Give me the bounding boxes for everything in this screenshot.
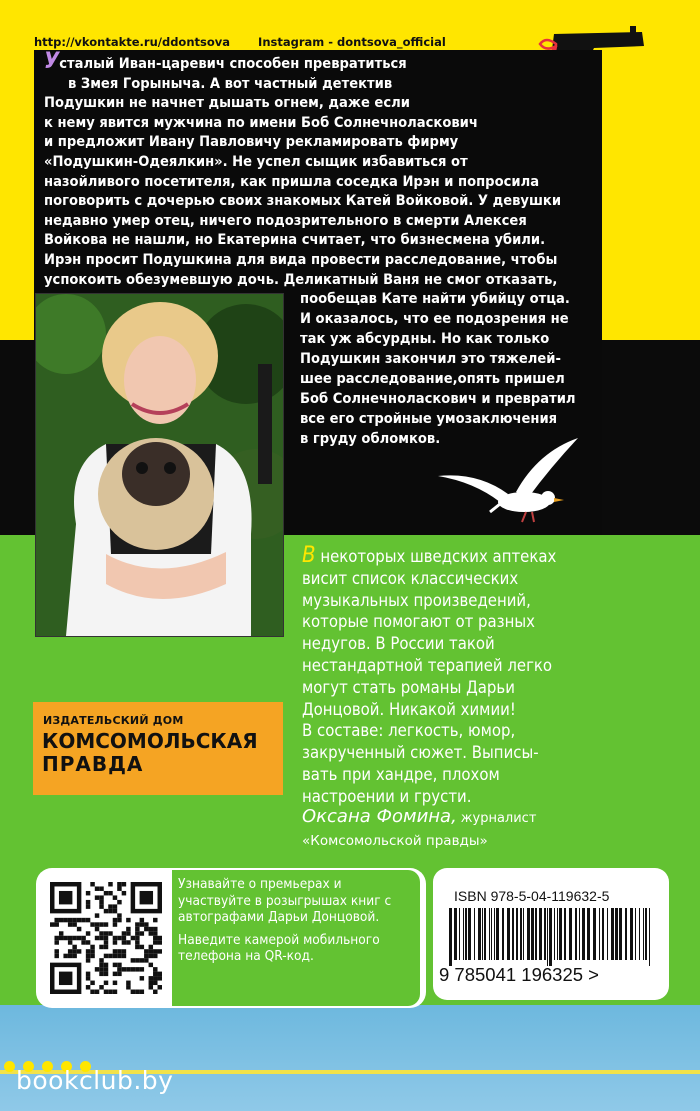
publisher-name-line1: КОМСОМОЛЬСКАЯ [42, 729, 258, 753]
summary-line: шее расследование,опять пришел [300, 370, 565, 388]
seagull-icon [438, 432, 588, 527]
summary-dropcap: У [44, 49, 60, 74]
isbn-digits: 9 785041 196325 > [439, 964, 599, 985]
publisher-logo [33, 702, 283, 795]
author-outlet: «Комсомольской правды» [302, 833, 488, 849]
quote-line: Донцовой. Никакой химии! [302, 699, 516, 719]
publisher-name [42, 730, 258, 776]
summary-line: к нему явится мужчина по имени Боб Солнечноласкович [44, 113, 478, 131]
quote-line: музыкальных произведений, [302, 590, 531, 610]
summary-line: недавно умер отец, ничего подозрительного в смерти Алексея [44, 211, 527, 229]
summary-line: так уж абсурдны. Но как только [300, 330, 550, 348]
quote-author [302, 806, 536, 827]
qr-text-1: Узнавайте о премьерах и участвуйте в розыгрышах книг с автографами Дарьи Донцовой. [178, 876, 392, 926]
summary-line: Войкова не нашли, но Екатерина считает, что бизнесмена убили. [44, 231, 546, 249]
qr-text-2: Наведите камерой мобильного телефона на QR-код. [178, 931, 380, 965]
quote-line: некоторых шведских аптеках [315, 547, 557, 566]
quote-line: В составе: легкость, юмор, [302, 721, 516, 741]
summary-line: Боб Солнечноласкович и превратил [300, 390, 576, 408]
vk-link[interactable]: http://vkontakte.ru/ddontsova [34, 35, 231, 49]
summary-line: И оказалось, что ее подозрения не [300, 310, 569, 328]
summary-line: поговорить с дочерью своих знакомых Катей Войковой. У девушки [44, 192, 562, 210]
instagram-link[interactable]: Instagram - dontsova_official [258, 35, 446, 49]
barcode [445, 908, 657, 966]
quote-line: вать при хандре, плохом [302, 764, 500, 784]
publisher-label: ИЗДАТЕЛЬСКИЙ ДОМ [43, 714, 184, 727]
isbn-box [433, 868, 669, 1000]
background-blue [0, 1005, 700, 1111]
review-quote [302, 545, 682, 808]
summary-line: все его стройные умозаключения [300, 410, 558, 428]
quote-line: могут стать романы Дарьи [302, 677, 515, 697]
summary-line: назойливого посетителя, как пришла соседка Ирэн и попросила [44, 172, 540, 190]
site-brand[interactable]: bookclub.by [16, 1066, 174, 1095]
summary-line: в Змея Горыныча. А вот частный детектив [68, 74, 393, 92]
quote-dropcap: В [302, 543, 316, 568]
quote-line: недугов. В России такой [302, 634, 495, 654]
summary-line: Подушкин не начнет дышать огнем, даже если [44, 94, 410, 112]
qr-text [178, 876, 418, 965]
summary-line: Ирэн просит Подушкина для вида провести расследование, чтобы [44, 250, 558, 268]
summary-line: пообещав Кате найти убийцу отца. [300, 290, 570, 308]
qr-code[interactable] [50, 882, 162, 994]
header-links [34, 35, 470, 49]
quote-line: закрученный сюжет. Выписы- [302, 743, 539, 763]
isbn-label: ISBN 978-5-04-119632-5 [454, 888, 610, 904]
author-photo [35, 293, 284, 637]
summary-line: и предложит Ивану Павловичу рекламировать фирму [44, 133, 459, 151]
quote-line: настроении и грусти. [302, 786, 472, 806]
author-name: Оксана Фомина, [302, 806, 457, 827]
summary-line: сталый Иван-царевич способен превратиться [59, 55, 407, 72]
author-role: журналист [460, 811, 537, 826]
quote-line: нестандартной терапией легко [302, 655, 553, 675]
publisher-name-line2: ПРАВДА [42, 752, 144, 776]
dot-icon [4, 1061, 15, 1072]
quote-line: которые помогают от разных [302, 612, 535, 632]
summary-line: «Подушкин-Одеялкин». Не успел сыщик избавиться от [44, 152, 468, 170]
summary-line: в груду обломков. [300, 430, 441, 448]
summary-line: успокоить обезумевшую дочь. Деликатный Ваня не смог отказать, [44, 270, 558, 288]
quote-line: висит список классических [302, 568, 519, 588]
summary-line: Подушкин закончил это тяжелей- [300, 350, 561, 368]
